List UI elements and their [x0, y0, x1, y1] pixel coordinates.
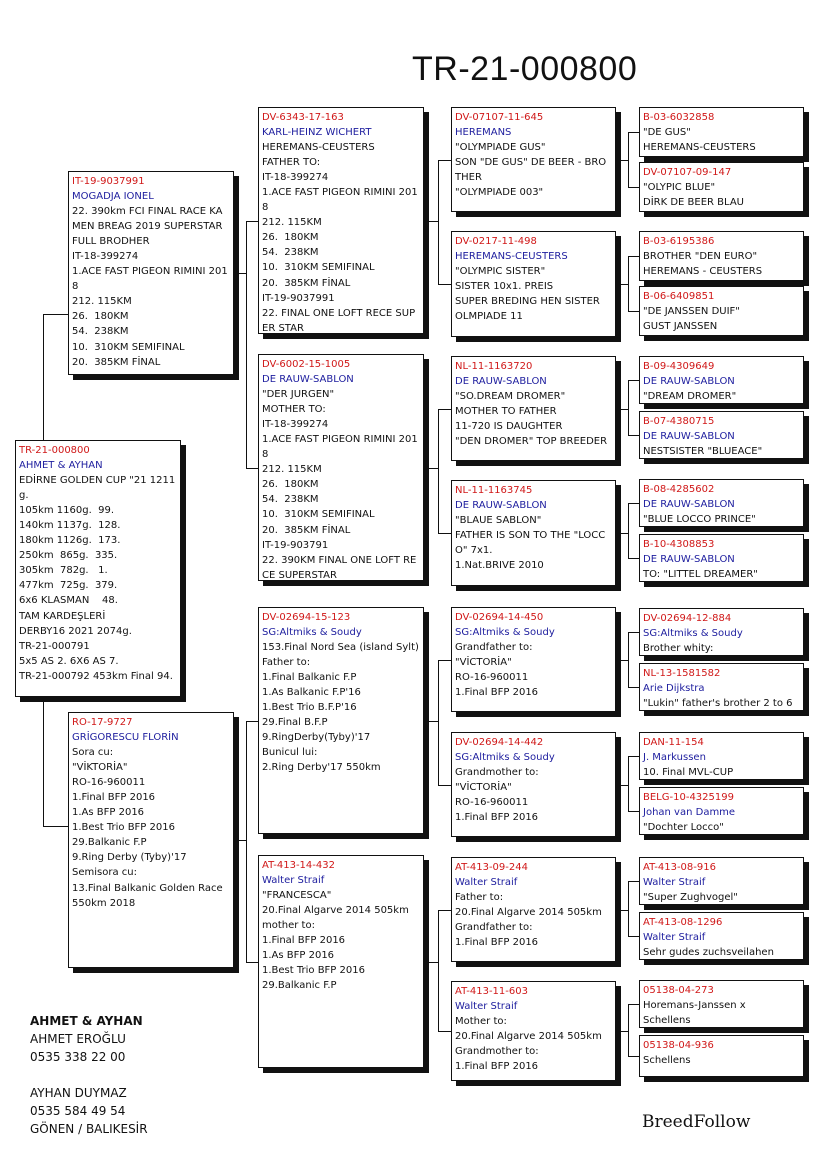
pigeon-card-g4 [639, 286, 804, 336]
connector-line [438, 160, 451, 161]
connector-line [438, 660, 439, 786]
pigeon-card-subject [15, 440, 181, 697]
connector-line [424, 468, 438, 469]
pedigree-note: Horemans-Janssen x [643, 1000, 746, 1012]
connector-line [616, 533, 628, 534]
pigeon-card-sss [451, 107, 616, 212]
pedigree-note: Schellens [643, 1015, 691, 1027]
connector-line [616, 1031, 628, 1032]
connector-line [628, 503, 639, 504]
pedigree-note: 140km 1137g. 128. [19, 520, 121, 532]
contact-block [30, 1012, 148, 1138]
connector-line [616, 910, 628, 911]
contact-line: 0535 338 22 00 [30, 1050, 126, 1064]
pedigree-note: 153.Final Nord Sea (island Sylt) [262, 642, 419, 654]
owner-name: SG:Altmiks & Soudy [262, 627, 362, 639]
ring-number: DV-02694-15-123 [262, 612, 351, 623]
ring-number: DV-6002-15-1005 [262, 359, 351, 370]
connector-line [628, 881, 639, 882]
ring-number: AT-413-11-603 [455, 986, 528, 997]
pedigree-note: "SO.DREAM DROMER" [455, 391, 566, 403]
ring-number: AT-413-08-916 [643, 862, 716, 873]
owner-name: Walter Straif [643, 932, 706, 944]
connector-line [43, 826, 68, 827]
connector-line [628, 503, 629, 559]
connector-line [438, 910, 439, 1032]
pedigree-note: SUPER BREDING HEN SISTER [455, 296, 600, 308]
pedigree-note: 1.Final BFP 2016 [262, 935, 346, 947]
connector-line [424, 962, 438, 963]
ring-number: DV-02694-14-450 [455, 612, 544, 623]
pedigree-note: 10. 310KM SEMIFINAL [262, 509, 375, 521]
pedigree-note: 1.Final BFP 2016 [455, 1061, 539, 1073]
pedigree-note: Father to: [262, 657, 311, 669]
pedigree-note: DİRK DE BEER BLAU [643, 197, 744, 209]
owner-name: DE RAUW-SABLON [643, 554, 735, 566]
pedigree-note: "OLYPIC BLUE" [643, 182, 716, 194]
ring-number: AT-413-09-244 [455, 862, 528, 873]
pedigree-note: TR-21-000792 453km Final 94. [19, 670, 173, 682]
pedigree-note: MOTHER TO FATHER [455, 406, 557, 418]
pedigree-note: 11-720 IS DAUGHTER [455, 421, 563, 433]
pedigree-note: 305km 782g. 1. [19, 565, 108, 577]
pedigree-note: 10. 310KM SEMIFINAL [72, 341, 185, 353]
owner-name: DE RAUW-SABLON [455, 376, 547, 388]
pigeon-card-g10 [639, 663, 804, 711]
ring-number: B-03-6032858 [643, 112, 715, 123]
connector-line [438, 533, 451, 534]
pedigree-note: Father to: [455, 892, 504, 904]
pedigree-note: 22. 390km FCI FINAL RACE KAMEN BREAG 2019 SUPERSTAR [72, 206, 223, 233]
pedigree-note: SON "DE GUS" DE BEER - BROTHER [455, 157, 607, 184]
pedigree-note: 9.Ring Derby (Tyby)'17 [72, 852, 187, 864]
connector-line [438, 409, 439, 534]
pedigree-note: EDİRNE GOLDEN CUP "21 1211g. [19, 475, 176, 502]
page-title: TR-21-000800 [412, 50, 638, 88]
pigeon-card-g13 [639, 857, 804, 905]
pedigree-note: 20.Final Algarve 2014 505km [262, 905, 409, 917]
pigeon-card-sds [451, 356, 616, 461]
pedigree-note: 212. 115KM [72, 296, 132, 308]
connector-line [628, 632, 639, 633]
connector-line [628, 632, 629, 688]
ring-number: B-10-4308853 [643, 539, 715, 550]
pigeon-card-dss [451, 607, 616, 712]
pedigree-note: Sora cu: [72, 747, 114, 759]
pedigree-note: FATHER IS SON TO THE "LOCCO" 7x1. [455, 530, 606, 557]
pedigree-note: IT-19-903791 [262, 539, 329, 551]
pedigree-note: 54. 238KM [72, 326, 129, 338]
owner-name: GRİGORESCU FLORİN [72, 732, 179, 744]
pedigree-note: 29.Final B.F.P [262, 717, 328, 729]
pedigree-note: "Lukin" father's brother 2 to 6 [643, 698, 793, 710]
pedigree-note: 250km 865g. 335. [19, 550, 118, 562]
pedigree-note: 22. 390KM FINAL ONE LOFT RECE SUPERSTAR [262, 554, 417, 581]
pedigree-note: 26. 180KM [262, 232, 319, 244]
ring-number: B-08-4285602 [643, 484, 715, 495]
connector-line [616, 160, 628, 161]
pedigree-note: 1.Final BFP 2016 [455, 687, 539, 699]
pigeon-card-dd [258, 855, 424, 1068]
pedigree-note: Grandfather to: [455, 642, 533, 654]
connector-line [234, 273, 246, 274]
contact-line [30, 1066, 148, 1084]
ring-number: NL-11-1163745 [455, 485, 533, 496]
ring-number: BELG-10-4325199 [643, 792, 734, 803]
pedigree-note: 1.Best Trio BFP 2016 [72, 822, 175, 834]
pedigree-note: 1.As BFP 2016 [262, 950, 335, 962]
pedigree-note: IT-18-399274 [262, 419, 329, 431]
connector-line [616, 660, 628, 661]
pedigree-note: RO-16-960011 [455, 797, 529, 809]
pedigree-note: Grandmother to: [455, 767, 539, 779]
pedigree-note: NESTSISTER "BLUEACE" [643, 446, 763, 458]
pedigree-note: "Dochter Locco" [643, 822, 724, 834]
pedigree-note: TAM KARDEŞLERİ [19, 610, 106, 622]
pedigree-note: FULL BRODHER [72, 236, 150, 248]
pedigree-note: IT-18-399274 [262, 172, 329, 184]
connector-line [628, 187, 639, 188]
pigeon-card-g7 [639, 479, 804, 527]
pigeon-card-ds [258, 607, 424, 834]
contact-line: AHMET EROĞLU [30, 1032, 126, 1046]
contact-line: AHMET & AYHAN [30, 1014, 143, 1028]
connector-line [628, 380, 639, 381]
pedigree-note: GUST JANSSEN [643, 321, 718, 333]
connector-line [246, 468, 258, 469]
pedigree-note: 1.Nat.BRIVE 2010 [455, 560, 544, 572]
pigeon-card-g11 [639, 732, 804, 780]
pedigree-note: 1.Final Balkanic F.P [262, 672, 357, 684]
connector-line [616, 409, 628, 410]
connector-line [628, 311, 639, 312]
pedigree-note: "DREAM DROMER" [643, 391, 737, 403]
pedigree-note: Grandfather to: [455, 922, 533, 934]
pedigree-note: "OLYMPIC SISTER" [455, 266, 546, 278]
pigeon-card-dam [68, 712, 234, 968]
ring-number: B-07-4380715 [643, 416, 715, 427]
pedigree-note: "VİCTORİA" [455, 657, 512, 669]
pedigree-note: 105km 1160g. 99. [19, 505, 115, 517]
pedigree-note: "BLUE LOCCO PRINCE" [643, 514, 756, 526]
ring-number: B-06-6409851 [643, 291, 715, 302]
pedigree-note: 1.Best Trio BFP 2016 [262, 965, 365, 977]
connector-line [628, 380, 629, 436]
owner-name: DE RAUW-SABLON [643, 431, 735, 443]
pedigree-note: "OLYMPIADE 003" [455, 187, 544, 199]
connector-line [438, 160, 439, 285]
pedigree-note: 20. 385KM FİNAL [72, 356, 161, 368]
pedigree-note: 1.Final BFP 2016 [455, 812, 539, 824]
pedigree-note: MOTHER TO: [262, 404, 326, 416]
contact-line: 0535 584 49 54 [30, 1104, 126, 1118]
ring-number: DV-0217-11-498 [455, 236, 537, 247]
pedigree-note: Bunicul lui: [262, 747, 318, 759]
pedigree-note: "OLYMPIADE GUS" [455, 142, 546, 154]
owner-name: Arie Dijkstra [643, 683, 705, 695]
pedigree-note: 1.ACE FAST PIGEON RIMINI 2018 [262, 187, 418, 214]
pedigree-note: "VİCTORİA" [455, 782, 512, 794]
pedigree-note: TR-21-000791 [19, 640, 90, 652]
pedigree-note: 1.Best Trio B.F.P'16 [262, 702, 357, 714]
ring-number: DV-07107-11-645 [455, 112, 544, 123]
pedigree-note: 54. 238KM [262, 247, 319, 259]
pigeon-card-g8 [639, 534, 804, 582]
pedigree-note: Brother whity: [643, 643, 714, 655]
pedigree-note: HEREMANS-CEUSTERS [262, 142, 375, 154]
ring-number: DV-07107-09-147 [643, 167, 732, 178]
pigeon-card-ddd [451, 981, 616, 1081]
pigeon-card-g1 [639, 107, 804, 157]
pedigree-note: IT-18-399274 [72, 251, 139, 263]
connector-line [424, 721, 438, 722]
ring-number: 05138-04-273 [643, 985, 714, 996]
ring-number: B-03-6195386 [643, 236, 715, 247]
connector-line [438, 284, 451, 285]
contact-line: GÖNEN / BALIKESİR [30, 1122, 148, 1136]
pigeon-card-g9 [639, 608, 804, 656]
pedigree-note: 1.As Balkanic F.P'16 [262, 687, 361, 699]
pedigree-note: 180km 1126g. 173. [19, 535, 121, 547]
pigeon-card-g3 [639, 231, 804, 281]
connector-line [628, 1056, 639, 1057]
pedigree-note: SISTER 10x1. PREIS [455, 281, 554, 293]
connector-line [246, 221, 258, 222]
pigeon-card-dds [451, 857, 616, 962]
owner-name: Johan van Damme [643, 807, 736, 819]
pedigree-note: 1.Final BFP 2016 [72, 792, 156, 804]
pedigree-note: 2.Ring Derby'17 550km [262, 762, 381, 774]
pigeon-card-g6 [639, 411, 804, 459]
pigeon-card-sdd [451, 480, 616, 586]
pedigree-note: 6x6 KLASMAN 48. [19, 595, 118, 607]
pedigree-note: 26. 180KM [72, 311, 129, 323]
pedigree-note: "FRANCESCA" [262, 890, 332, 902]
pedigree-note: mother to: [262, 920, 315, 932]
pedigree-note: 54. 238KM [262, 494, 319, 506]
pedigree-note: 10. Final MVL-CUP [643, 767, 734, 779]
pedigree-note: "BLAUE SABLON" [455, 515, 542, 527]
pigeon-card-g15 [639, 980, 804, 1028]
connector-line [628, 256, 639, 257]
owner-name: Walter Straif [455, 1001, 518, 1013]
pedigree-note: RO-16-960011 [455, 672, 529, 684]
pigeon-card-sire [68, 171, 234, 375]
pedigree-note: "Super Zughvogel" [643, 892, 738, 904]
ring-number: 05138-04-936 [643, 1040, 714, 1051]
brand-logo: BreedFollow [642, 1112, 751, 1132]
pigeon-card-g14 [639, 912, 804, 960]
ring-number: DV-02694-12-884 [643, 613, 732, 624]
contact-line: AYHAN DUYMAZ [30, 1086, 127, 1100]
connector-line [628, 1004, 629, 1057]
pedigree-note: "DE JANSSEN DUIF" [643, 306, 740, 318]
owner-name: SG:Altmiks & Soudy [455, 627, 555, 639]
owner-name: SG:Altmiks & Soudy [643, 628, 743, 640]
connector-line [246, 221, 247, 469]
pedigree-note: "DEN DROMER" TOP BREEDER [455, 436, 608, 448]
connector-line [628, 811, 639, 812]
ring-number: IT-19-9037991 [72, 176, 145, 187]
connector-line [438, 1031, 451, 1032]
pedigree-note: "DER JURGEN" [262, 389, 335, 401]
connector-line [438, 785, 451, 786]
connector-line [628, 936, 639, 937]
pedigree-note: 20. 385KM FİNAL [262, 524, 351, 536]
owner-name: KARL-HEINZ WICHERT [262, 127, 372, 139]
pedigree-note: 20. 385KM FİNAL [262, 277, 351, 289]
ring-number: RO-17-9727 [72, 717, 133, 728]
pedigree-note: 9.RingDerby(Tyby)'17 [262, 732, 371, 744]
pedigree-note: DERBY16 2021 2074g. [19, 625, 132, 637]
pedigree-note: 20.Final Algarve 2014 505km [455, 1031, 602, 1043]
pedigree-note: 20.Final Algarve 2014 505km [455, 907, 602, 919]
pedigree-note: 1.As BFP 2016 [72, 807, 145, 819]
pedigree-note: Mother to: [455, 1016, 507, 1028]
connector-line [628, 435, 639, 436]
connector-line [628, 687, 639, 688]
owner-name: MOGADJA IONEL [72, 191, 154, 203]
connector-line [628, 756, 639, 757]
ring-number: NL-13-1581582 [643, 668, 721, 679]
pedigree-note: 13.Final Balkanic Golden Race 550km 2018 [72, 882, 226, 909]
connector-line [628, 132, 629, 188]
pigeon-card-dsd [451, 732, 616, 837]
ring-number: DV-6343-17-163 [262, 112, 344, 123]
pedigree-note: IT-19-9037991 [262, 292, 335, 304]
pedigree-note: RO-16-960011 [72, 777, 146, 789]
pedigree-note: 1.ACE FAST PIGEON RIMINI 2018 [72, 266, 228, 293]
ring-number: AT-413-14-432 [262, 860, 335, 871]
pigeon-card-ss [258, 107, 424, 334]
pedigree-note: OLMPIADE 11 [455, 311, 523, 323]
connector-line [628, 1004, 639, 1005]
owner-name: DE RAUW-SABLON [455, 500, 547, 512]
owner-name: HEREMANS [455, 127, 512, 139]
pedigree-note: BROTHER "DEN EURO" [643, 251, 758, 263]
pedigree-note: 5x5 AS 2. 6X6 AS 7. [19, 655, 119, 667]
pedigree-note: 1.ACE FAST PIGEON RIMINI 2018 [262, 434, 418, 461]
connector-line [616, 785, 628, 786]
pedigree-note: 212. 115KM [262, 217, 322, 229]
connector-line [628, 756, 629, 812]
pedigree-note: 10. 310KM SEMIFINAL [262, 262, 375, 274]
connector-line [438, 409, 451, 410]
ring-number: TR-21-000800 [19, 445, 90, 456]
pedigree-note: Grandmother to: [455, 1046, 539, 1058]
connector-line [438, 660, 451, 661]
pigeon-card-g2 [639, 162, 804, 212]
connector-line [628, 132, 639, 133]
pigeon-card-g5 [639, 356, 804, 404]
pedigree-note: "VİKTORİA" [72, 762, 128, 774]
pigeon-card-g16 [639, 1035, 804, 1077]
pedigree-note: Schellens [643, 1055, 691, 1067]
owner-name: DE RAUW-SABLON [643, 499, 735, 511]
pedigree-note: 29.Balkanic F.P [262, 980, 337, 992]
owner-name: DE RAUW-SABLON [262, 374, 354, 386]
ring-number: NL-11-1163720 [455, 361, 533, 372]
connector-line [628, 558, 639, 559]
ring-number: DAN-11-154 [643, 737, 704, 748]
ring-number: AT-413-08-1296 [643, 917, 723, 928]
pedigree-note: 29.Balkanic F.P [72, 837, 147, 849]
connector-line [246, 721, 258, 722]
pedigree-note: TO: "LITTEL DREAMER" [643, 569, 758, 581]
owner-name: HEREMANS-CEUSTERS [455, 251, 568, 263]
connector-line [424, 221, 438, 222]
pedigree-note: Sehr gudes zuchsveilahen [643, 947, 774, 959]
pedigree-note: HEREMANS-CEUSTERS [643, 142, 756, 154]
ring-number: B-09-4309649 [643, 361, 715, 372]
connector-line [628, 256, 629, 312]
connector-line [234, 840, 246, 841]
connector-line [246, 962, 258, 963]
connector-line [616, 284, 628, 285]
ring-number: DV-02694-14-442 [455, 737, 544, 748]
pedigree-note: 26. 180KM [262, 479, 319, 491]
pedigree-note: 22. FINAL ONE LOFT RECE SUPER STAR [262, 307, 416, 334]
owner-name: DE RAUW-SABLON [643, 376, 735, 388]
pedigree-note: Semisora cu: [72, 867, 137, 879]
pedigree-note: 1.Final BFP 2016 [455, 937, 539, 949]
owner-name: Walter Straif [455, 877, 518, 889]
pedigree-note: 477km 725g. 379. [19, 580, 118, 592]
pedigree-note: FATHER TO: [262, 157, 321, 169]
pedigree-note: HEREMANS - CEUSTERS [643, 266, 763, 278]
owner-name: Walter Straif [643, 877, 706, 889]
pigeon-card-sd [258, 354, 424, 581]
pedigree-note: "DE GUS" [643, 127, 691, 139]
pigeon-card-ssd [451, 231, 616, 337]
connector-line [43, 314, 68, 315]
owner-name: AHMET & AYHAN [19, 460, 103, 472]
owner-name: Walter Straif [262, 875, 325, 887]
pigeon-card-g12 [639, 787, 804, 835]
owner-name: SG:Altmiks & Soudy [455, 752, 555, 764]
connector-line [246, 721, 247, 963]
pedigree-note: 212. 115KM [262, 464, 322, 476]
owner-name: J. Markussen [643, 752, 706, 764]
connector-line [438, 910, 451, 911]
connector-line [628, 881, 629, 937]
